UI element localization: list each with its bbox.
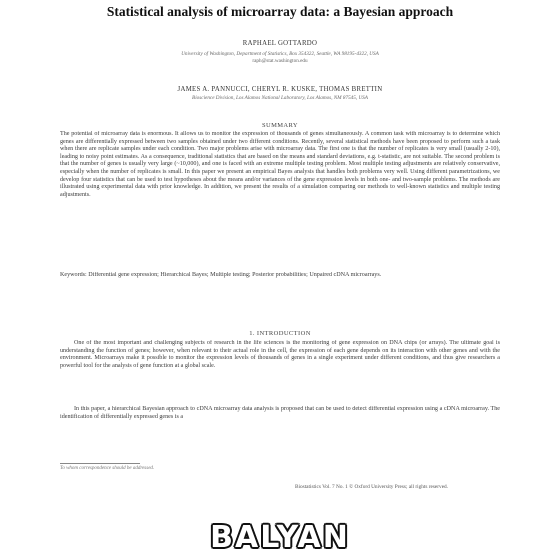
abstract-text: The potential of microarray data is enormous. It allows us to monitor the expression of thousands of genes simultaneously. A common task with microarray is to determine which genes are differentially expressed between two samples obtained under two different conditions. Recently, several statistical methods have been proposed to perform such a task when there are replicate samples under each condition. Two major problems arise with microarray data. The first one is that the number of replicates is very small (usually 2-10), leading to noisy point estimates. As a consequence, traditional statistics that are based on the means and standard deviations, e.g. t-statistic, are not suitable. The second problem is that the number of genes is usually very large (~10,000), and one is faced with an extreme multiple testing problem. Most multiple testing adjustments are relatively conservative, especially when the number of replicates is small. In this paper we present an empirical Bayes analysis that handles both problems very well. Using different parametrizations, we develop four statistics that can be used to test hypotheses about the means and/or variances of the gene expression levels in both one- and two-sample problems. The methods are illustrated using experimental data with prior knowledge. In addition, we present the results of a simulation comparing our methods to well-known statistics and multiple testing adjustments. (60, 131, 500, 198)
keywords: Keywords: Differential gene expression; Hierarchical Bayes; Multiple testing; Posterior probabilities; Unpaired cDNA microarrays. (60, 272, 382, 278)
intro-paragraph-1: One of the most important and challenging subjects of research in the life sciences is the monitoring of gene expression on DNA chips (or arrays). The ultimate goal is understanding the function of genes; however, when relevant to their actual role in the cell, the expression of each gene depends on its interaction with other genes and with the environment. Microarrays make it possible to monitor the expression levels of thousands of genes in a single experiment under different conditions, and thus give researchers a powerful tool for the analysis of gene function at a global scale. (60, 340, 500, 369)
watermark-text: BALYAN (210, 520, 350, 555)
footnote: To whom correspondence should be addressed. (60, 466, 155, 471)
abstract-heading: SUMMARY (261, 122, 299, 129)
watermark-logo (192, 518, 368, 558)
coauthor-affiliation: Bioscience Division, Los Alamos National Laboratory, Los Alamos, NM 87545, USA (192, 95, 368, 101)
coauthor-names: JAMES A. PANNUCCI, CHERYL R. KUSKE, THOMAS BRETTIN (177, 86, 383, 93)
paper-title: Statistical analysis of microarray data: a Bayesian approach (106, 4, 454, 19)
section-heading-introduction: 1. INTRODUCTION (249, 330, 311, 337)
intro-paragraph-2: In this paper, a hierarchical Bayesian approach to cDNA microarray data analysis is proposed that can be used to detect differential expression using a cDNA microarray. The identification of differentially expressed genes is a (60, 406, 500, 420)
copyright-line: Biostatistics Vol. 7 No. 1 © Oxford University Press; all rights reserved. (295, 484, 449, 490)
author-affiliation: University of Washington, Department of Statistics, Box 354322, Seattle, WA 98195-4322, USA (181, 51, 379, 57)
author-name: RAPHAEL GOTTARDO (242, 40, 318, 47)
footnote-rule (60, 463, 140, 464)
author-email: raph@stat.washington.edu (252, 58, 308, 64)
